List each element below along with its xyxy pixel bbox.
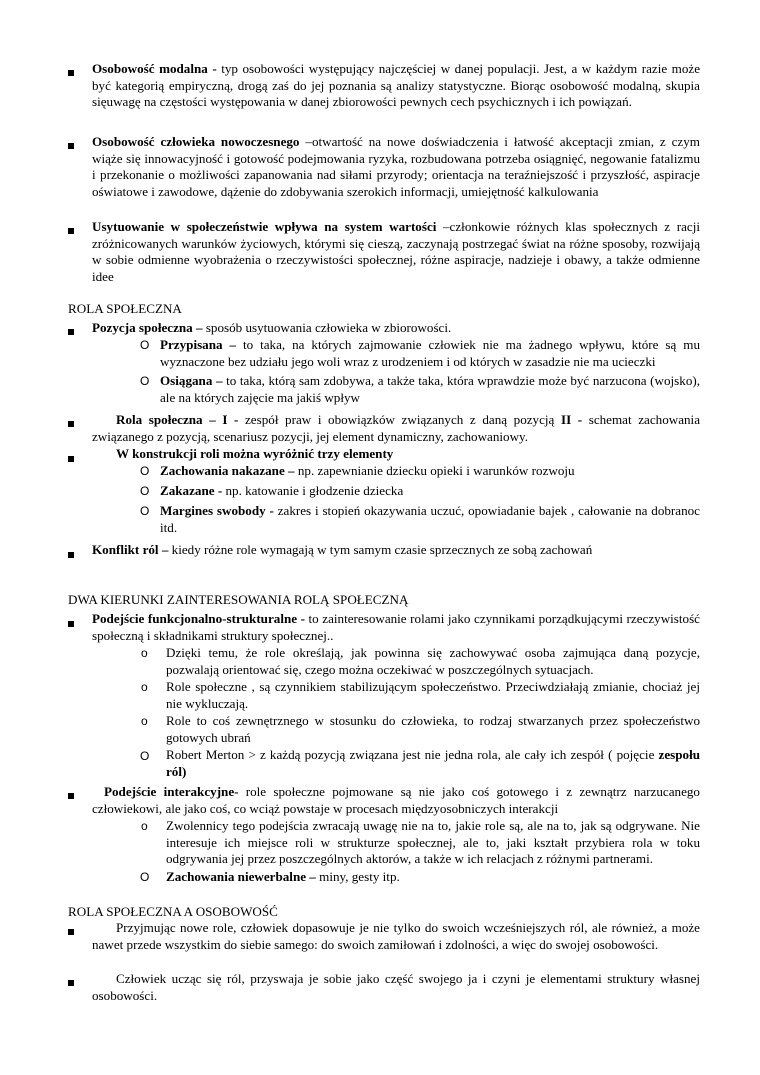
term: W konstrukcji roli można wyróżnić trzy elementy [116,446,394,461]
term: Konflikt ról – [92,542,172,557]
bullet-square [68,415,78,432]
term: Przypisana – [160,337,243,352]
paragraph-przyjmujac-nowe-role: Przyjmując nowe role, człowiek dopasowuje je nie tylko do swoich wcześniejszych ról, ale również, a może nawet przede wszystkim do siebie samego: do swoich zamiłowań i zdolności, a więc do swojej osobowości. [92,920,700,952]
subitem-osiagana [160,373,700,406]
bullet-square [68,64,78,81]
section-heading-rola-a-osobowosc: ROLA SPOŁECZNA A OSOBOWOŚĆ [68,904,278,919]
bullet-square [68,222,78,239]
paragraph-osobowosc-nowoczesna [92,134,700,200]
term: Usytuowanie w społeczeństwie wpływa na system wartości [92,219,437,234]
definition: –członkowie różnych klas społecznych z racji zróżnicowanych warunków życiowych, którymi się cieszą, zaczynają postrzegać świat na różne sposoby, rozwijają w sobie odmienne wyobrażenia o rzeczywistości społecznej, różne aspiracje, nadzieje i obawy, a także odmienne idee [92,219,700,284]
bullet-square [68,615,78,632]
definition: role społeczne pojmowane są nie jako coś gotowego i z zewnątrz narzucanego człowiekowi, ale jako coś, co wciąż powstaje w procesach międzyosobniczych interakcji [92,784,700,816]
definition: zakres i stopień okazywania uczuć, opowiadanie bajek , całowanie na dobranoc itd. [160,503,700,535]
term: Osobowość modalna - [92,61,222,76]
subitem-robert-merton [166,747,700,780]
bullet-circle: O [140,374,150,388]
bullet-circle: O [140,338,150,352]
bullet-circle: O [140,870,150,884]
bullet-square [68,450,78,467]
item-podejscie-funkcjonalno-strukturalne [92,611,700,644]
bullet-circle: o [141,680,148,694]
subitem-role-stabilizujace: Role społeczne , są czynnikiem stabilizującym społeczeństwo. Przeciwdziałają zmianie, chociaż jej nie wykluczają. [166,679,700,711]
term: Podejście funkcjonalno-strukturalne - [92,611,309,626]
item-pozycja-spoleczna [92,320,700,337]
definition: to taka, którą sam zdobywa, a także taka, która wprawdzie może być narzucona (wojsko), ale na których zajęcie ma jakiś wpływ [160,373,701,405]
bullet-square [68,137,78,154]
term: zespołu ról) [166,747,700,779]
term: Podejście interakcyjne- [104,784,239,799]
term: Pozycja społeczna – [92,320,206,335]
term: Osobowość człowieka nowoczesnego [92,134,300,149]
bullet-circle: o [141,714,148,728]
bullet-circle: o [141,819,148,833]
definition: np. katowanie i głodzenie dziecka [225,483,404,498]
subitem-role-zewnetrzne: Role to coś zewnętrznego w stosunku do człowieka, to rodzaj stwarzanych przez społeczeństwo gotowych ubrań [166,713,700,745]
term: Zachowania niewerbalne – [166,869,320,884]
subitem-zwolennicy: Zwolennicy tego podejścia zwracają uwagę nie na to, jakie role są, ale na to, jak są odgrywane. Nie interesuje ich miejsce roli w strukturze społecznej, ale to, jaki kształt przybiera rola w toku odgrywania jej przez poszczególnych aktorów, a także w ich relacjach z różnymi partnerami. [166,818,700,867]
term: Rola społeczna – I - [116,412,245,427]
definition: typ osobowości występujący najczęściej w danej populacji. Jest, a w każdym razie może być kategorią empiryczną, drogą zaś do jej poznania są analizy statystyczne. Biorąc osobowość modalną, skupia sięuwagę na częstości występowania w danej zbiorowości pewnych cech psychicznych i ich powiązań. [92,61,701,110]
term: Osiągana – [160,373,227,388]
definition: to taka, na których zajmowanie człowiek nie ma żadnego wpływu, które są mu wyznaczone bez udziału jego woli wraz z urodzeniem i od których w zasadzie nie ma ucieczki [160,337,700,369]
subitem-zachowania-nakazane [160,463,700,480]
definition-ii: schemat zachowania związanego z pozycją, scenariusz pozycji, jej element dynamiczny, zachowaniowy. [92,412,701,444]
definition: miny, gesty itp. [319,869,400,884]
bullet-circle: O [140,464,150,478]
bullet-square [68,974,78,991]
section-heading-dwa-kierunki: DWA KIERUNKI ZAINTERESOWANIA ROLĄ SPOŁECZNĄ [68,592,409,607]
bullet-circle: o [141,646,148,660]
definition: Robert Merton > z każdą pozycją związana jest nie jedna rola, ale cały ich zespół ( pojęcie [166,747,659,762]
bullet-square [68,323,78,340]
subitem-zachowania-niewerbalne [166,869,700,886]
item-rola-spoleczna [92,412,700,445]
definition: np. zapewnianie dziecku opieki i warunków rozwoju [297,463,575,478]
definition: zespół praw i obowiązków związanych z daną pozycją [245,412,561,427]
subitem-zakazane [160,483,700,500]
bullet-square [68,787,78,804]
definition: to zainteresowanie rolami jako czynnikami porządkującymi rzeczywistość społeczną i składnikami struktury społecznej.. [92,611,700,643]
subitem-dzieki-temu: Dzięki temu, że role określają, jak powinna się zachowywać osoba zajmująca daną pozycje, pozwalają orientować się, czego można oczekiwać w poszczególnych sytuacjach. [166,645,700,677]
term: Margines swobody - [160,503,278,518]
subitem-margines-swobody [160,503,700,536]
section-heading-rola-spoleczna: ROLA SPOŁECZNA [68,301,182,316]
bullet-square [68,923,78,940]
item-konstrukcja-roli [92,446,700,463]
paragraph-usytuowanie [92,219,700,285]
bullet-circle: O [140,749,150,763]
definition: sposób usytuowania człowieka w zbiorowości. [205,320,452,335]
bullet-circle: O [140,504,150,518]
paragraph-czlowiek-uczac-sie: Człowiek ucząc się ról, przyswaja je sobie jako część swojego ja i czyni je elementami struktury własnej osobowości. [92,971,700,1003]
definition: kiedy różne role wymagają w tym samym czasie sprzecznych ze sobą zachowań [171,542,593,557]
bullet-circle: O [140,484,150,498]
term: Zakazane - [160,483,226,498]
definition: –otwartość na nowe doświadczenia i łatwość akceptacji zmian, z czym wiąże się innowacyjność i gotowość podejmowania ryzyka, rozbudowana potrzeba osiągnięć, negowanie fatalizmu i przekonanie o możliwości zapanowania nad siłami przyrody; orientacja na teraźniejszość i przyszłość, aspiracje oświatowe i zawodowe, dążenie do zdobywania szerokich informacji, umiejętność kalkulowania [92,134,700,199]
term-ii: II - [560,412,589,427]
term: Zachowania nakazane – [160,463,298,478]
paragraph-osobowosc-modalna [92,61,700,111]
item-podejscie-interakcyjne [92,784,700,817]
item-konflikt-rol [92,542,700,559]
subitem-przypisana [160,337,700,370]
bullet-square [68,546,78,563]
